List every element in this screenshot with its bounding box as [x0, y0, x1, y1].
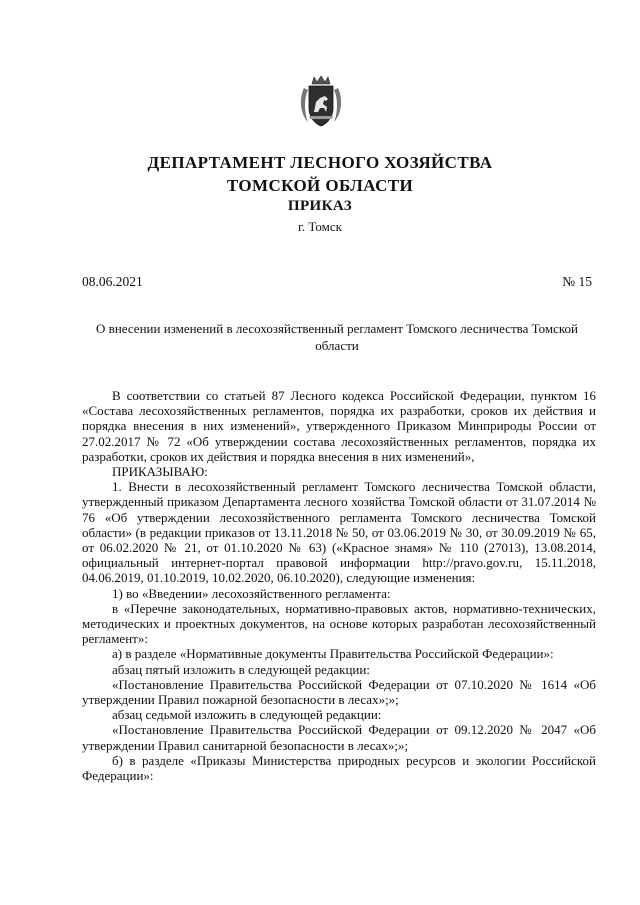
body-paragraph: а) в разделе «Нормативные документы Правительства Российской Федерации»: [112, 646, 554, 662]
body-paragraph: абзац пятый изложить в следующей редакции: [112, 661, 370, 677]
document-subject: О внесении изменений в лесохозяйственный регламент Томского лесничества Томской области [96, 321, 578, 353]
body-paragraph: 1) во «Введении» лесохозяйственного регламента: [112, 585, 391, 601]
document-number: № 15 [562, 274, 592, 289]
body-paragraph: «Постановление Правительства Российской Федерации от 09.12.2020 № 2047 «Об утверждении Правил санитарной безопасности в лесах»;»; [82, 722, 596, 753]
body-paragraph: б) в разделе «Приказы Министерства природных ресурсов и экологии Российской Федерации»: [82, 752, 596, 784]
body-paragraph: в «Перечне законодательных, нормативно-правовых актов, нормативно-технических, методических и проектных документов, на основе которых разработан лесохозяйственный регламент»: [82, 600, 596, 647]
document-type: ПРИКАЗ [287, 198, 353, 214]
document-body [82, 388, 596, 783]
body-paragraph: 1. Внести в лесохозяйственный регламент Томского лесничества Томской области, утвержденный приказом Департамента лесного хозяйства Томской области от 31.07.2014 № 76 «Об утверждении лесохозяйственного регламента Томского лесничества Томской области» (в редакции приказов от 13.11.2018 № 50, от 03.06.2019 № 30, от 30.09.2019 № 65, от 06.02.2020 № 21, от 01.10.2020 № 63) («Красное знамя» № 110 (27013), 13.08.2014, официальный интернет-портал правовой информации http://pravo.gov.ru, 15.11.2018, 04.06.2019, 01.10.2019, 10.02.2020, 06.10.2020), следующие изменения: [82, 479, 596, 586]
document-date: 08.06.2021 [82, 274, 143, 289]
department-name-line-2: ТОМСКОЙ ОБЛАСТИ [226, 176, 414, 195]
body-paragraph: В соответствии со статьей 87 Лесного кодекса Российской Федерации, пунктом 16 «Состава лесохозяйственных регламентов, порядка их разработки, сроков их действия и порядка внесения в них изменений», утвержденного Приказом Минприроды России от 27.02.2017 № 72 «Об утверждении состава лесохозяйственных регламентов, порядка их разработки, сроков их действия и порядка внесения в них изменений», [82, 388, 596, 464]
city: г. Томск [298, 219, 342, 234]
body-paragraph: «Постановление Правительства Российской Федерации от 07.10.2020 № 1614 «Об утверждении Правил пожарной безопасности в лесах»;»; [82, 676, 596, 708]
body-paragraph: ПРИКАЗЫВАЮ: [112, 464, 208, 480]
body-paragraph: абзац седьмой изложить в следующей редакции: [112, 707, 382, 723]
department-name-line-1: ДЕПАРТАМЕНТ ЛЕСНОГО ХОЗЯЙСТВА [147, 153, 493, 172]
coat-of-arms-icon [298, 74, 344, 130]
